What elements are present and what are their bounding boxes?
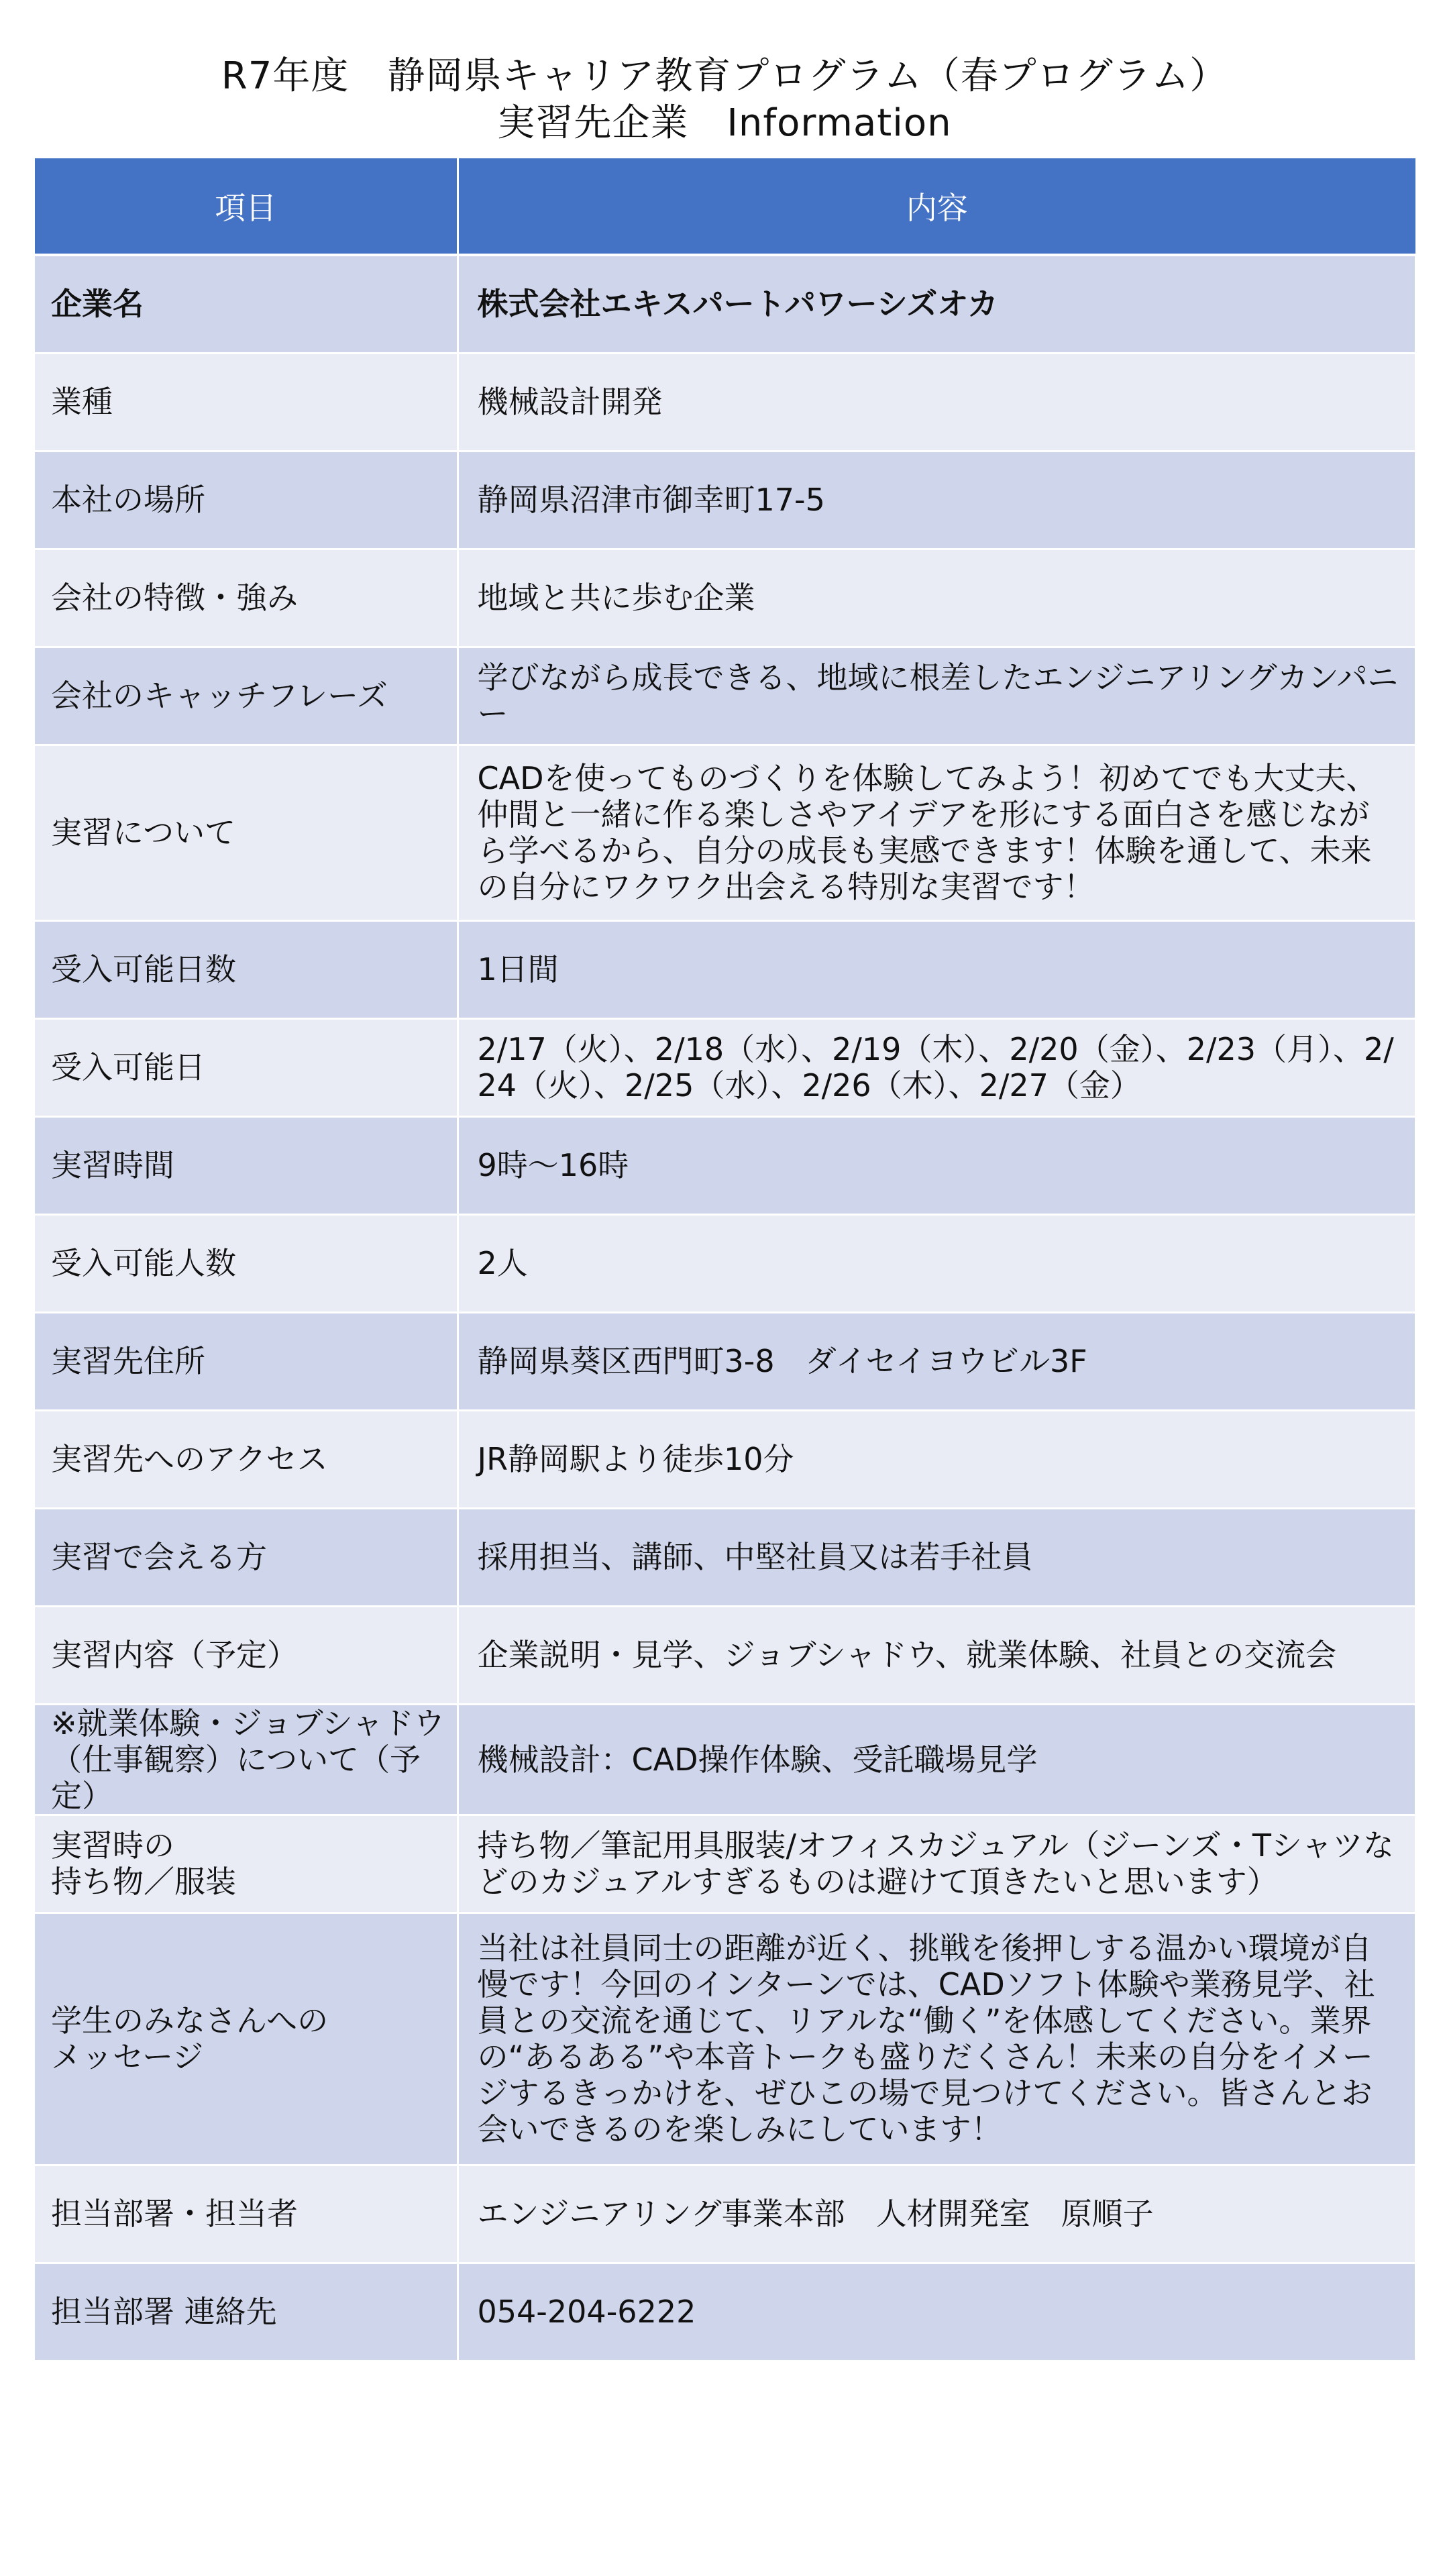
row-label: 実習内容（予定） (35, 1606, 458, 1704)
row-value: 持ち物／筆記用具服装/オフィスカジュアル（ジーンズ・Tシャツなどのカジュアルすぎるものは避けて頂きたいと思います） (458, 1815, 1415, 1913)
row-value: 地域と共に歩む企業 (458, 549, 1415, 647)
row-value: 静岡県沼津市御幸町17-5 (458, 451, 1415, 549)
row-label: 会社のキャッチフレーズ (35, 647, 458, 745)
row-value: 採用担当、講師、中堅社員又は若手社員 (458, 1508, 1415, 1606)
table-row (35, 1508, 1415, 1606)
row-value: CADを使ってものづくりを体験してみよう！初めてでも大丈夫、仲間と一緒に作る楽しさやアイデアを形にする面白さを感じながら学べるから、自分の成長も実感できます！体験を通して、未来の自分にワクワク出会える特別な実習です！ (458, 745, 1415, 920)
row-value: 1日間 (458, 920, 1415, 1018)
table-row (35, 647, 1415, 745)
row-label: 受入可能人数 (35, 1214, 458, 1312)
table-row (35, 255, 1415, 353)
row-label: 担当部署・担当者 (35, 2165, 458, 2263)
row-label: 会社の特徴・強み (35, 549, 458, 647)
row-label: 企業名 (35, 255, 458, 353)
row-value: 2/17（火）、2/18（水）、2/19（木）、2/20（金）、2/23（月）、2/24（火）、2/25（水）、2/26（木）、2/27（金） (458, 1018, 1415, 1116)
table-row (35, 353, 1415, 451)
row-label: 本社の場所 (35, 451, 458, 549)
table-row (35, 1312, 1415, 1410)
table-row (35, 920, 1415, 1018)
table-row (35, 1410, 1415, 1508)
row-value: エンジニアリング事業本部 人材開発室 原順子 (458, 2165, 1415, 2263)
table-row (35, 745, 1415, 920)
row-label: 実習時間 (35, 1116, 458, 1214)
table-row (35, 2165, 1415, 2263)
row-value: JR静岡駅より徒歩10分 (458, 1410, 1415, 1508)
row-label: ※就業体験・ジョブシャドウ（仕事観察）について（予定） (35, 1704, 458, 1815)
table-row (35, 451, 1415, 549)
table-row (35, 549, 1415, 647)
row-value: 機械設計開発 (458, 353, 1415, 451)
row-value: 学びながら成長できる、地域に根差したエンジニアリングカンパニー (458, 647, 1415, 745)
row-value: 機械設計：CAD操作体験、受託職場見学 (458, 1704, 1415, 1815)
row-value: 054-204-6222 (458, 2263, 1415, 2361)
row-label: 実習先住所 (35, 1312, 458, 1410)
row-label: 実習で会える方 (35, 1508, 458, 1606)
row-value: 静岡県葵区西門町3-8 ダイセイヨウビル3F (458, 1312, 1415, 1410)
row-value: 9時～16時 (458, 1116, 1415, 1214)
table-row (35, 1815, 1415, 1913)
row-label: 担当部署 連絡先 (35, 2263, 458, 2361)
row-value: 当社は社員同士の距離が近く、挑戦を後押しする温かい環境が自慢です！今回のインターンでは、CADソフト体験や業務見学、社員との交流を通じて、リアルな“働く”を体感してください。業界の“あるある”や本音トークも盛りだくさん！未来の自分をイメージするきっかけを、ぜひこの場で見つけてください。皆さんとお会いできるのを楽しみにしています！ (458, 1913, 1415, 2165)
row-label: 学生のみなさんへの メッセージ (35, 1913, 458, 2165)
page-subtitle: 実習先企業 Information (497, 101, 952, 145)
row-label: 受入可能日数 (35, 920, 458, 1018)
row-label: 受入可能日 (35, 1018, 458, 1116)
table-row (35, 1116, 1415, 1214)
info-table (35, 158, 1417, 2362)
column-header-item: 項目 (35, 158, 458, 255)
table-row (35, 1606, 1415, 1704)
table-row (35, 1704, 1415, 1815)
table-row (35, 1018, 1415, 1116)
row-label: 実習時の 持ち物／服装 (35, 1815, 458, 1913)
table-row (35, 2263, 1415, 2361)
page-title: R7年度 静岡県キャリア教育プログラム（春プログラム） (221, 54, 1228, 98)
row-label: 実習について (35, 745, 458, 920)
row-value: 2人 (458, 1214, 1415, 1312)
row-label: 実習先へのアクセス (35, 1410, 458, 1508)
column-header-content: 内容 (458, 158, 1415, 255)
row-value: 株式会社エキスパートパワーシズオカ (458, 255, 1415, 353)
row-value: 企業説明・見学、ジョブシャドウ、就業体験、社員との交流会 (458, 1606, 1415, 1704)
table-row (35, 1913, 1415, 2165)
table-header-row (35, 158, 1415, 255)
table-row (35, 1214, 1415, 1312)
row-label: 業種 (35, 353, 458, 451)
